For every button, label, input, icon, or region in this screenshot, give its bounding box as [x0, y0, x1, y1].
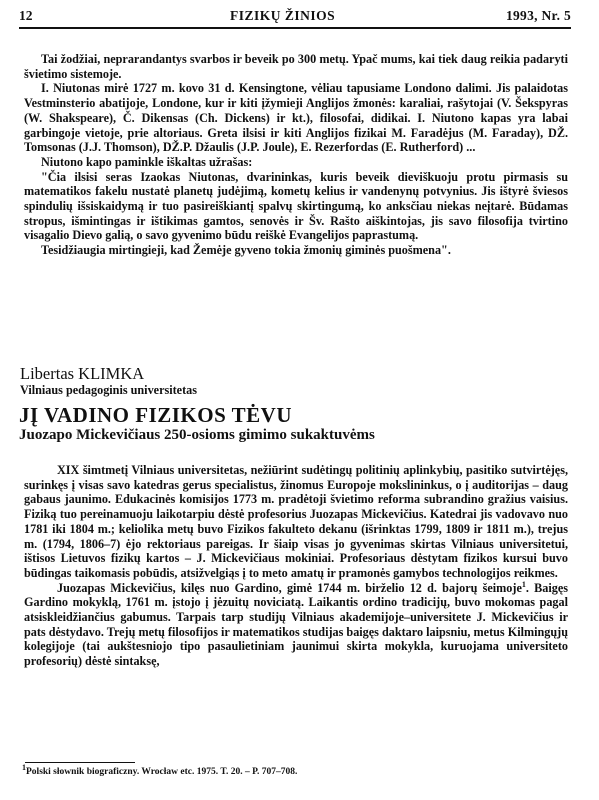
paragraph-text: Juozapas Mickevičius, kilęs nuo Gardino, gimė 1744 m. birželio 12 d. bajorų šeimoje — [57, 580, 522, 595]
previous-article-ending — [24, 52, 568, 258]
footnote-text: Polski słownik biograficzny. Wrocław etc. 1975. T. 20. – P. 707–708. — [26, 767, 298, 777]
page-number: 12 — [19, 8, 33, 23]
article-body — [24, 463, 568, 669]
paragraph: "Čia ilsisi seras Izaokas Niutonas, dvarininkas, kuris beveik dieviškuoju protu pirmasis su matematikos fakelu nustatė planetų judėjimą, kometų kelius ir vandenynų potvynius. Jis ištyrė šviesos spindulių išsiskaidymą ir tuo pasireiškiantį spalvų skirtingumą, ko anksčiau niekas neįtarė. Būdamas stropus, išmintingas ir ištikimas gamtos, senovės ir Šv. Rašto aiškintojas, jis savo filosofija tvirtino visagalio Dievo galią, o savo gyvenimo būdu reiškė Evangelijos paprastumą. — [24, 169, 568, 243]
paragraph: I. Niutonas mirė 1727 m. kovo 31 d. Kensingtone, vėliau tapusiame Londono dalimi. Jis palaidotas Vestminsterio abatijoje, Londone, kur ir kiti įžymieji Anglijos žmonės: karaliai, rašytojai (V. Šekspyras (W. Shakspeare), Č. Dikensas (Ch. Dickens) ir kt.), filosofai, didikai. I. Niutono kapas yra labai garbingoje vietoje, prie altoriaus. Greta ilsisi ir kiti Anglijos fizikai M. Faradėjus (M. Faraday), DŽ. Tomsonas (J.J. Thomson), DŽ.P. Džaulis (J.P. Joule), E. Rezerfordas (E. Rutherford) ... — [24, 81, 568, 155]
paragraph — [24, 463, 568, 581]
paragraph: Niutono kapo paminkle iškaltas užrašas: — [41, 154, 253, 169]
footnote-mark: 1 — [22, 762, 26, 772]
paragraph-text: . Baigęs Gardino mokyklą, 1761 m. įstojo į jėzuitų noviciatą. Laikantis ordino tradicijų, buvo mokomas pagal atsiskleidžiančius gabumus. Tarpais tarp studijų Vilniaus akademijoje–universitete J. Mickevičius ir pats dėstydavo. Trejų metų filosofijos ir matematikos studijas baigęs daktaro laipsniu, metus Kilmingųjų kolegijoje (tai aukštesniojo tipo pasaulietiniam jaunimui skirta mokykla, kuruojama universiteto profesorių) dėstė sintaksę, — [24, 580, 569, 669]
header-rule — [19, 27, 571, 29]
author-affiliation: Vilniaus pedagoginis universitetas — [20, 383, 197, 397]
issue-label: 1993, Nr. 5 — [505, 8, 571, 23]
running-header — [19, 8, 571, 28]
paragraph: Tai žodžiai, neprarandantys svarbos ir beveik po 300 metų. Ypač mums, kai tiek daug reikia padaryti švietimo sistemoje. — [24, 52, 568, 81]
paragraph — [24, 581, 568, 669]
paragraph: Tesidžiaugia mirtingieji, kad Žemėje gyveno tokia žmonių giminės puošmena". — [41, 243, 451, 258]
footnote — [22, 762, 582, 777]
article-subtitle: Juozapo Mickevičiaus 250-osioms gimimo sukaktuvėms — [19, 427, 375, 443]
footnote-rule — [25, 762, 135, 763]
author-name: Libertas KLIMKA — [20, 364, 145, 383]
journal-title: FIZIKŲ ŽINIOS — [230, 8, 336, 23]
paragraph-text: XIX šimtmetį Vilniaus universitetas, nežiūrint sudėtingų politinių aplinkybių, pasitiko sutvirtėjęs, surinkęs į visas savo katedras gerus specialistus, žinomus Europoje mokslininkus, o į auditorijas – daug gabaus jaunimo. Edukacinės komisijos 1773 m. pradėtoji švietimo reforma subrandino gražius vaisius. Fiziką tuo pereinamuoju laikotarpiu dėstė profesorius Juozapas Mickevičius. Katedrai jis vadovavo nuo 1781 iki 1804 m.; keliolika metų buvo Fizikos fakulteto dekanu (išrinktas 1799, 1809 ir 1811 m.), trejus m. (1794, 1806–7) ėjo rektoriaus pareigas. Ir šiaip visas jo gyvenimas skirtas Vilniaus universitetui, ištisos Lietuvos fizikų kartos – J. Mickevičiaus mokiniai. Profesoriaus dėstytam fizikos kursui buvo būdingas taikomasis pobūdis, atsižvelgiąs į to meto amatų ir pramonės gamybos technologijos reikmes. — [24, 463, 568, 580]
article-title: JĮ VADINO FIZIKOS TĖVU — [19, 403, 292, 427]
footnote-reference[interactable]: 1 — [521, 579, 526, 589]
